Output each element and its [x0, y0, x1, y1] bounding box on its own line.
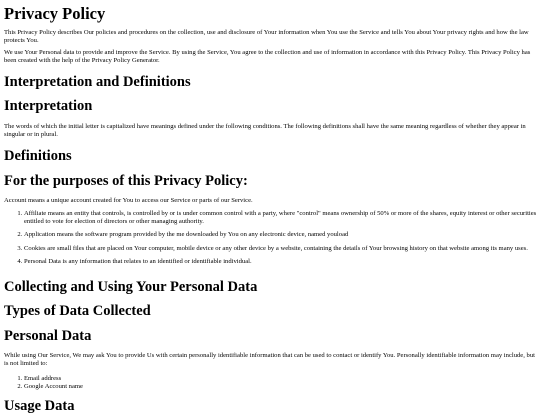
heading-usage-data: Usage Data: [4, 398, 75, 414]
definitions-list: [4, 210, 556, 266]
list-item: 3. Cookies are small files that are placed on Your computer, mobile device or any other device by a website, containing the details of Your browsing history on that website among its many uses.: [24, 245, 556, 253]
heading-definitions: Definitions: [4, 148, 72, 164]
heading-collecting: Collecting and Using Your Personal Data: [4, 279, 258, 295]
intro-paragraph-1: This Privacy Policy describes Our policies and procedures on the collection, use and disclosure of Your information when You use the Service and tells You about Your privacy rights and how the law protects You.: [4, 29, 529, 44]
account-definition: Account means a unique account created for You to access our Service or parts of our Service.: [4, 197, 253, 204]
list-item: 1. Email address: [24, 375, 556, 383]
heading-personal-data: Personal Data: [4, 328, 92, 344]
heading-purposes: For the purposes of this Privacy Policy:: [4, 173, 248, 189]
list-item: 2. Application means the software program provided by the me downloaded by You on any electronic device, named youload: [24, 231, 556, 239]
personal-data-paragraph: While using Our Service, We may ask You to provide Us with certain personally identifiable information that can be used to contact or identify You. Personally identifiable information may include, but is not limited to:: [4, 352, 535, 367]
personal-data-list: [4, 375, 556, 390]
page-title: Privacy Policy: [4, 4, 106, 23]
heading-interpretation-definitions: Interpretation and Definitions: [4, 74, 191, 90]
list-item: 4. Personal Data is any information that relates to an identified or identifiable individual.: [24, 258, 556, 266]
list-item: 2. Google Account name: [24, 383, 556, 391]
interpretation-paragraph: The words of which the initial letter is capitalized have meanings defined under the following conditions. The following definitions shall have the same meaning regardless of whether they appear in singular or in plural.: [4, 123, 526, 138]
intro-paragraph-2: We use Your Personal data to provide and improve the Service. By using the Service, You agree to the collection and use of information in accordance with this Privacy Policy. This Privacy Policy has been created with the help of the Privacy Policy Generator.: [4, 49, 531, 64]
heading-interpretation: Interpretation: [4, 98, 93, 114]
list-item: 1. Affiliate means an entity that controls, is controlled by or is under common control with a party, where "control" means ownership of 50% or more of the shares, equity interest or other securities entitled to vote for election of directors or other managing authority.: [24, 210, 556, 225]
heading-types: Types of Data Collected: [4, 303, 151, 319]
